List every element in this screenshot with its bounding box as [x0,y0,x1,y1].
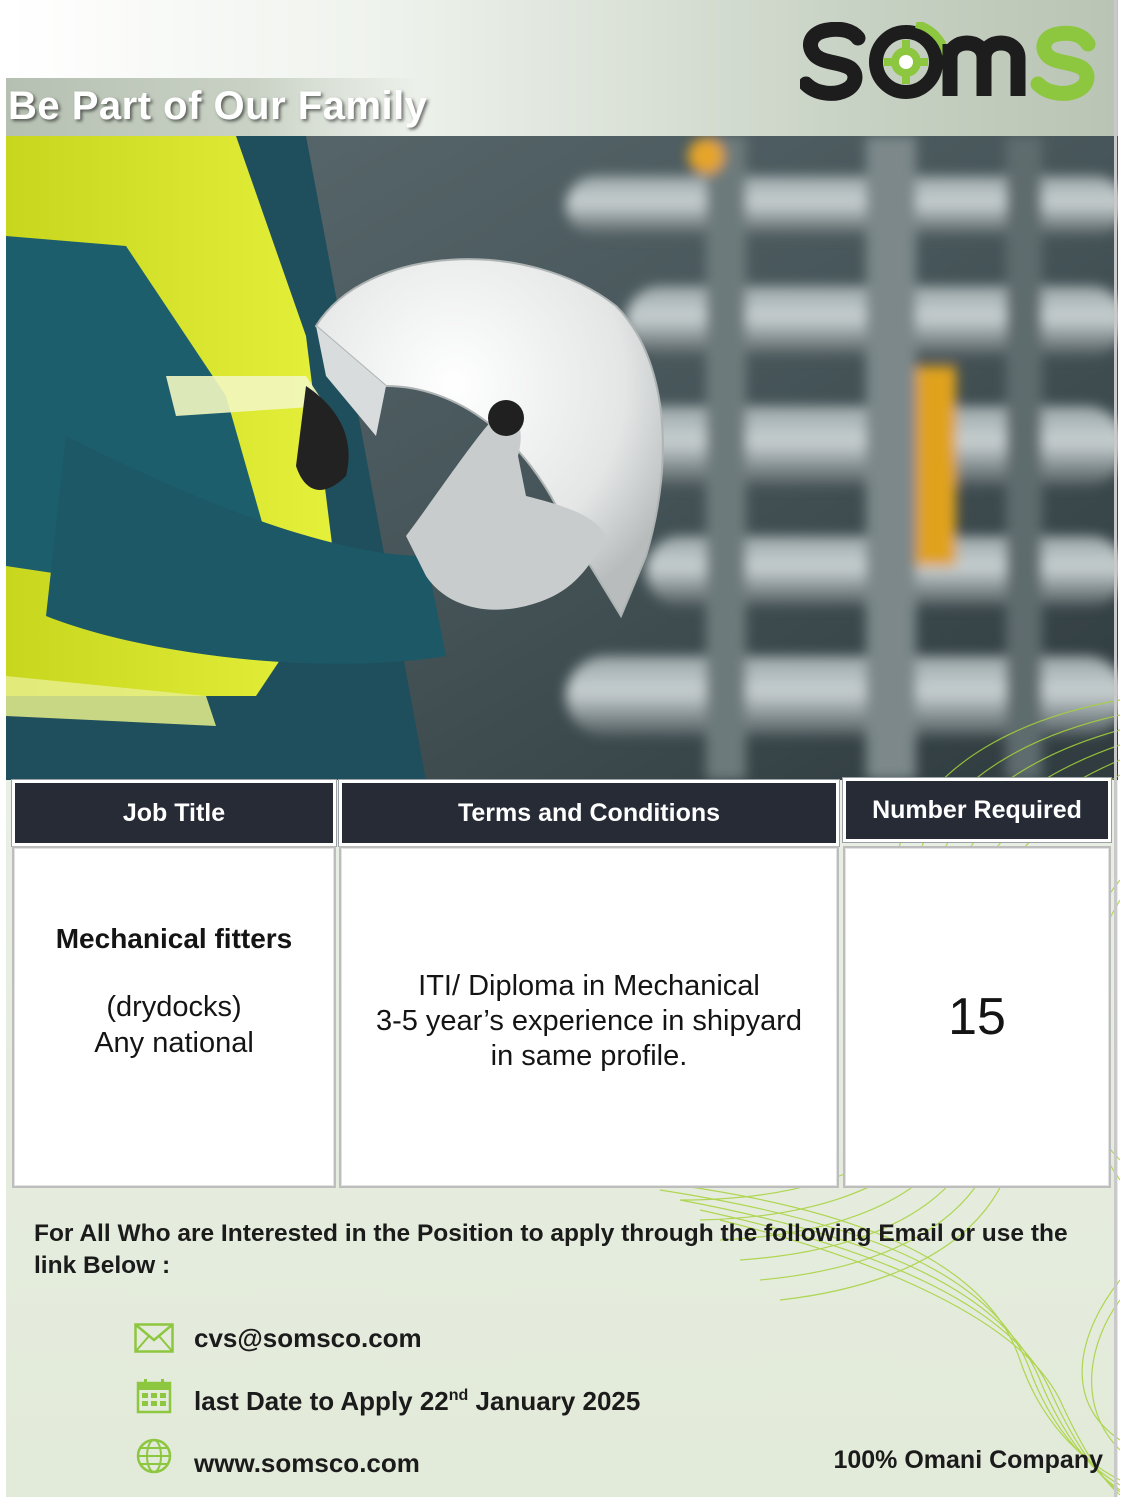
job-detail-line: Any national [94,1027,254,1059]
deadline-text [194,1386,640,1417]
cell-number-required [843,846,1111,1188]
calendar-icon [134,1376,174,1416]
tagline-bar [6,78,428,136]
number-required-value: 15 [948,988,1006,1046]
company-logo [800,22,1100,104]
deadline-suffix: January 2025 [468,1386,641,1416]
logo-graphic [800,22,1100,104]
header-number-required: Number Required [843,778,1111,842]
tagline-text: Be Part of Our Family [8,84,428,128]
cell-job-title [12,846,336,1188]
page-edge [1114,0,1117,1497]
job-detail-line: (drydocks) [106,991,242,1023]
header-job-title: Job Title [12,780,336,846]
terms-line: in same profile. [490,1039,688,1072]
cell-terms [339,846,839,1188]
company-note: 100% Omani Company [833,1446,1103,1474]
email-icon [134,1318,174,1358]
email-link[interactable]: cvs@somsco.com [194,1322,422,1353]
gear-icon [876,24,946,92]
contact-website[interactable] [134,1436,420,1478]
hero-photo [6,136,1118,780]
contact-deadline [134,1376,641,1416]
deadline-sup: nd [448,1387,469,1404]
header-terms: Terms and Conditions [339,780,839,846]
contact-email[interactable] [134,1318,422,1358]
apply-instructions: For All Who are Interested in the Position to apply through the following Email or use the link Below : [34,1220,1068,1279]
deadline-prefix: last Date to Apply 22 [194,1386,449,1416]
terms-line: 3-5 year’s experience in shipyard [375,1004,803,1037]
website-link[interactable]: www.somsco.com [194,1448,420,1478]
globe-icon [134,1436,174,1476]
terms-line: ITI/ Diploma in Mechanical [418,969,760,1002]
job-title-text: Mechanical fitters [55,923,293,954]
